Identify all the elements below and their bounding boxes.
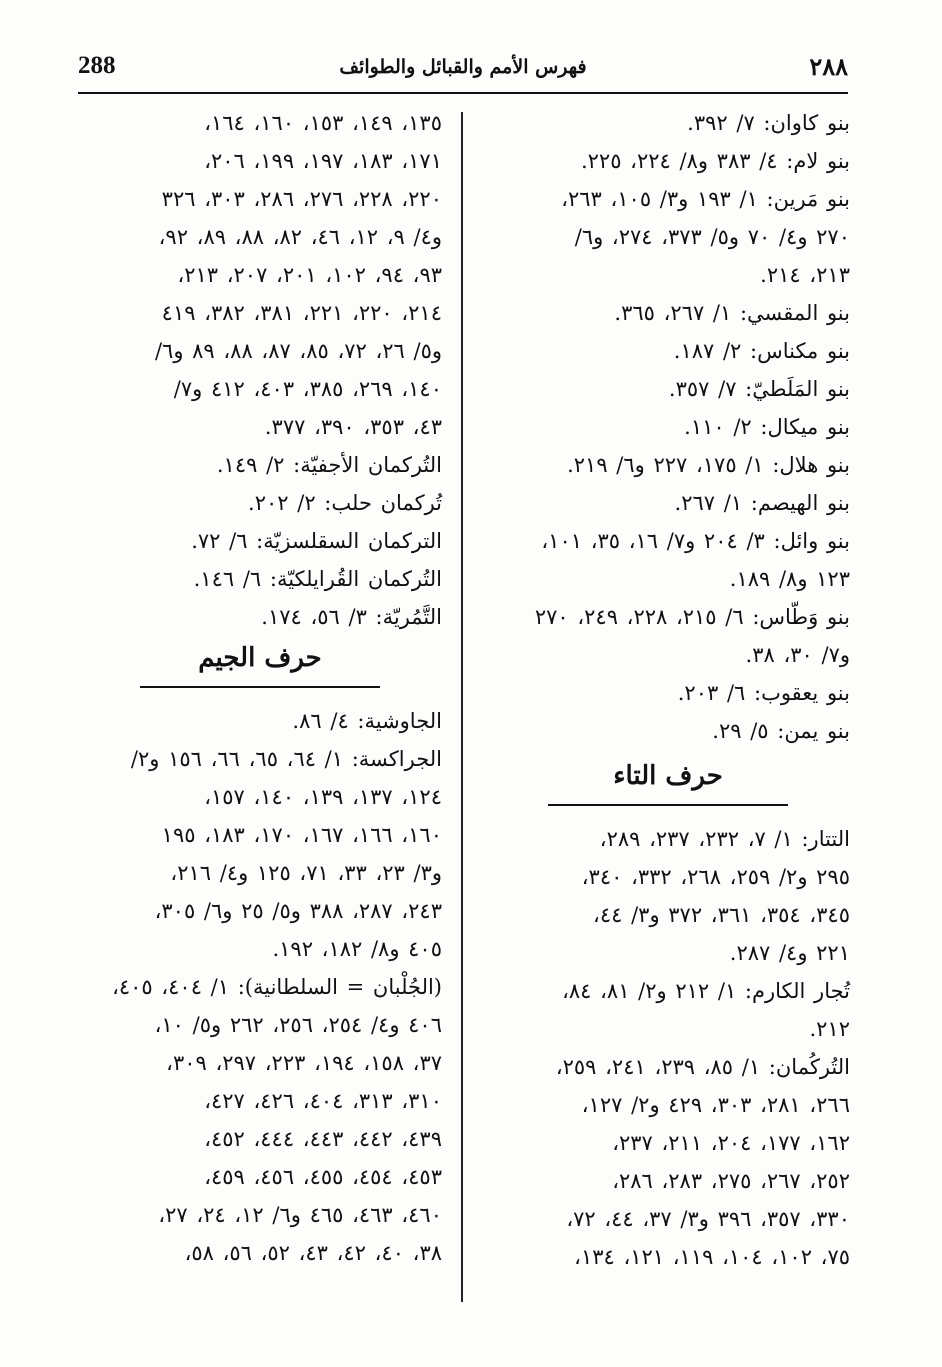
index-entry: التركمان السقلسزيّة: ٦/ ٧٢. xyxy=(191,529,442,553)
page-header xyxy=(78,52,848,92)
index-entry xyxy=(78,968,442,1272)
index-entry-line: ٢١٤، ٢٢٠، ٢٢١، ٣٨١، ٣٨٢، ٤١٩ xyxy=(161,301,442,325)
index-entry-line: تُجار الكارم: ١/ ٢١٢ و٢/ ٨١، ٨٤، xyxy=(562,979,850,1003)
index-entry-line: ٣٨، ٤٠، ٤٢، ٤٣، ٥٢، ٥٦، ٥٨، xyxy=(184,1241,442,1265)
index-entry-line: ٤٠٦ و٤/ ٢٥٤، ٢٥٦، ٢٦٢ و٥/ ١٠، xyxy=(154,1013,442,1037)
index-entry: بنو المقسي: ١/ ٢٦٧، ٣٦٥. xyxy=(614,301,850,325)
index-entry-line: ٣٣٠، ٣٥٧، ٣٩٦ و٣/ ٣٧، ٤٤، ٧٢، xyxy=(566,1207,850,1231)
index-entry-line: ٢٤٣، ٢٨٧، ٣٨٨ و٥/ ٢٥ و٦/ ٣٠٥، xyxy=(154,899,442,923)
left-entries-a xyxy=(78,104,442,636)
index-entry: بنو الهيصم: ١/ ٢٦٧. xyxy=(674,491,850,515)
index-entry: بنو يعقوب: ٦/ ٢٠٣. xyxy=(677,681,850,705)
index-entry-line: التُركُمان: ١/ ٨٥، ٢٣٩، ٢٤١، ٢٥٩، xyxy=(555,1055,850,1079)
index-entry-line: بنو وائل: ٣/ ٢٠٤ و٧/ ١٦، ٣٥، ١٠١، xyxy=(541,529,850,553)
index-entry-line: ١٧١، ١٨٣، ١٩٧، ١٩٩، ٢٠٦، xyxy=(204,149,442,173)
index-entry xyxy=(78,104,442,446)
index-entry-line: ١٤٠، ٢٦٩، ٣٨٥، ٤٠٣، ٤١٢ و٧/ xyxy=(173,377,442,401)
index-entry-line: ٣٤٥، ٣٥٤، ٣٦١، ٣٧٢ و٣/ ٤٤، xyxy=(593,903,850,927)
index-entry: التُركمان الأجفيّة: ٢/ ١٤٩. xyxy=(216,453,442,477)
index-entry-line: بنو وَطّاس: ٦/ ٢١٥، ٢٢٨، ٢٤٩، ٢٧٠ xyxy=(534,605,850,629)
index-entry xyxy=(486,180,850,294)
column-divider xyxy=(461,112,463,1302)
index-entry-line: ٢١٣، ٢١٤. xyxy=(760,263,850,287)
index-entry-line: و٧/ ٣٠، ٣٨. xyxy=(745,643,850,667)
index-entry-line: و٥/ ٢٦، ٧٢، ٨٥، ٨٧، ٨٨، ٨٩ و٦/ xyxy=(154,339,442,363)
index-entry-line: ٢٩٥ و٢/ ٢٥٩، ٢٦٨، ٣٣٢، ٣٤٠، xyxy=(581,865,850,889)
index-entry-line: ٢٢٠، ٢٢٨، ٢٧٦، ٢٨٦، ٣٠٣، ٣٢٦ xyxy=(161,187,442,211)
section-rule-ta xyxy=(548,804,788,806)
index-entry: التَّمُريّة: ٣/ ٥٦، ١٧٤. xyxy=(261,605,442,629)
index-entry xyxy=(486,972,850,1048)
left-entries-b xyxy=(78,702,442,1272)
index-entry-line: ١٦٠، ١٦٦، ١٦٧، ١٧٠، ١٨٣، ١٩٥ xyxy=(161,823,442,847)
index-entry-line: ٤٣، ٣٥٣، ٣٩٠، ٣٧٧. xyxy=(264,415,442,439)
index-entry: بنو كاوان: ٧/ ٣٩٢. xyxy=(687,111,850,135)
left-column xyxy=(78,104,442,1272)
index-entry-line: بنو مَرين: ١/ ١٩٣ و٣/ ١٠٥، ٢٦٣، xyxy=(561,187,850,211)
index-entry-line: ١٣٥، ١٤٩، ١٥٣، ١٦٠، ١٦٤، xyxy=(204,111,442,135)
index-entry-line: ٢٥٢، ٢٦٧، ٢٧٥، ٢٨٣، ٢٨٦، xyxy=(612,1169,850,1193)
index-entry-line: ١٢٣ و٨/ ١٨٩. xyxy=(729,567,850,591)
index-entry-line: ١٢٤، ١٣٧، ١٣٩، ١٤٠، ١٥٧، xyxy=(204,785,442,809)
index-entry-line: ٢١٢. xyxy=(809,1017,850,1041)
index-entry-line: ٤٥٣، ٤٥٤، ٤٥٥، ٤٥٦، ٤٥٩، xyxy=(204,1165,442,1189)
index-entry-line: ٤٠٥ و٨/ ١٨٢، ١٩٢. xyxy=(272,937,442,961)
index-entry-line: الجراكسة: ١/ ٦٤، ٦٥، ٦٦، ١٥٦ و٢/ xyxy=(130,747,442,771)
index-entry: بنو يمن: ٥/ ٢٩. xyxy=(712,719,850,743)
page-number-latin: 288 xyxy=(78,52,116,79)
index-entry-line: و٣/ ٢٣، ٣٣، ٧١، ١٢٥ و٤/ ٢١٦، xyxy=(170,861,442,885)
index-entry-line: ٢٢١ و٤/ ٢٨٧. xyxy=(729,941,850,965)
header-rule xyxy=(78,92,848,94)
running-title: فهرس الأمم والقبائل والطوائف xyxy=(339,56,587,78)
index-entry xyxy=(486,1048,850,1276)
section-heading-ta: حرف التاء xyxy=(613,761,723,791)
index-entry: بنو المَلَطيّ: ٧/ ٣٥٧. xyxy=(668,377,850,401)
index-entry-line: ٢٦٦، ٢٨١، ٣٠٣، ٤٢٩ و٢/ ١٢٧، xyxy=(581,1093,850,1117)
index-entry: بنو ميكال: ٢/ ١١٠. xyxy=(684,415,850,439)
section-heading-jim: حرف الجيم xyxy=(198,643,322,673)
index-entry-line: (الجُلْبان = السلطانية): ١/ ٤٠٤، ٤٠٥، xyxy=(112,975,442,999)
index-entry-line: ٤٣٩، ٤٤٢، ٤٤٣، ٤٤٤، ٤٥٢، xyxy=(204,1127,442,1151)
index-entry-line: ٣٧، ١٥٨، ١٩٤، ٢٢٣، ٢٩٧، ٣٠٩، xyxy=(166,1051,442,1075)
index-entry: التُركمان القُرايلكيّة: ٦/ ١٤٦. xyxy=(193,567,442,591)
right-column xyxy=(486,104,850,1276)
index-entry: بنو هلال: ١/ ١٧٥، ٢٢٧ و٦/ ٢١٩. xyxy=(567,453,850,477)
section-rule-jim xyxy=(140,686,380,688)
page-number-arabic: ٢٨٨ xyxy=(809,52,848,81)
index-entry: بنو مكناس: ٢/ ١٨٧. xyxy=(673,339,850,363)
index-entry-line: ٢٧٠ و٤/ ٧٠ و٥/ ٣٧٣، ٢٧٤، و٦/ xyxy=(574,225,850,249)
right-entries-b xyxy=(486,820,850,1276)
index-entry: الجاوشية: ٤/ ٨٦. xyxy=(292,709,442,733)
index-entry-line: ٩٣، ٩٤، ١٠٢، ٢٠١، ٢٠٧، ٢١٣، xyxy=(177,263,442,287)
index-entry xyxy=(78,740,442,968)
index-entry-line: ٣١٠، ٣١٣، ٤٠٤، ٤٢٦، ٤٢٧، xyxy=(204,1089,442,1113)
right-entries-a xyxy=(486,104,850,750)
index-entry-line: ٧٥، ١٠٢، ١٠٤، ١١٩، ١٢١، ١٣٤، xyxy=(574,1245,850,1269)
index-entry: بنو لام: ٤/ ٣٨٣ و٨/ ٢٢٤، ٢٢٥. xyxy=(580,149,850,173)
index-entry xyxy=(486,820,850,972)
index-entry xyxy=(486,598,850,674)
index-entry-line: ١٦٢، ١٧٧، ٢٠٤، ٢١١، ٢٣٧، xyxy=(612,1131,850,1155)
index-entry-line: التتار: ١/ ٧، ٢٣٢، ٢٣٧، ٢٨٩، xyxy=(599,827,850,851)
index-entry-line: و٤/ ٩، ١٢، ٤٦، ٨٢، ٨٨، ٨٩، ٩٢، xyxy=(158,225,442,249)
index-entry: تُركمان حلب: ٢/ ٢٠٢. xyxy=(248,491,442,515)
index-entry xyxy=(486,522,850,598)
index-entry-line: ٤٦٠، ٤٦٣، ٤٦٥ و٦/ ١٢، ٢٤، ٢٧، xyxy=(158,1203,442,1227)
